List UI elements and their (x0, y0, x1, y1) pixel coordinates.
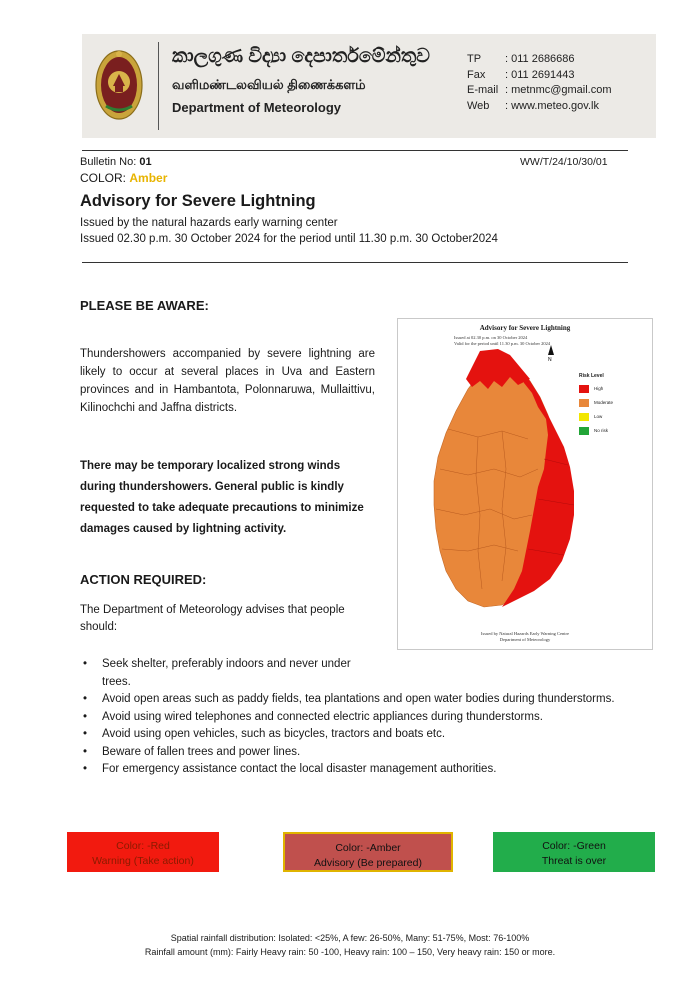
bullet-icon: • (83, 745, 88, 758)
legend-label-no-risk: No risk (594, 428, 609, 433)
bulletin-reference: WW/T/24/10/30/01 (520, 156, 608, 168)
list-item-text: Avoid open areas such as paddy fields, tea plantations and open water bodies during thunderstorms. (102, 693, 615, 705)
list-item-text: For emergency assistance contact the local disaster management authorities. (102, 763, 497, 775)
bulletin-color-label: COLOR: (80, 171, 127, 185)
bullet-icon: • (83, 728, 88, 740)
list-item (80, 744, 640, 762)
action-required-heading: ACTION REQUIRED: (80, 572, 207, 587)
contact-key: E-mail (467, 84, 499, 96)
sri-lanka-map (398, 319, 652, 649)
map-footer-department: Department of Meteorology (499, 637, 551, 642)
legend-label-high: High (594, 386, 604, 391)
list-item (80, 691, 640, 709)
legend-swatch-no-risk (579, 427, 589, 435)
list-item-text: Avoid using open vehicles, such as bicycles, tractors and boats etc. (102, 728, 446, 740)
map-valid: Valid for the period until 11.30 p.m. 30 October 2024 (454, 341, 551, 346)
color-legend-red-title: Color: -Red (116, 840, 170, 852)
please-be-aware-heading: PLEASE BE AWARE: (80, 298, 209, 313)
advisory-title: Advisory for Severe Lightning (80, 192, 316, 210)
contact-row (467, 68, 612, 84)
bullet-icon: • (83, 710, 88, 723)
bulletin-number-label: Bulletin No: (80, 156, 137, 168)
north-arrow-icon (548, 345, 554, 355)
color-legend-green-title: Color: -Green (542, 840, 606, 852)
legend-swatch-moderate (579, 399, 589, 407)
forecast-paragraph: Thundershowers accompanied by severe lightning are likely to occur at several places in Uva and Eastern provinces and in Hambantota, Polonnaruwa, Mullaittivu, Kilinochchi and Jaffna districts. (80, 348, 375, 414)
contact-key: Fax (467, 68, 486, 81)
bulletin-number (80, 156, 152, 168)
list-item (80, 709, 640, 727)
color-legend-red-meaning: Warning (Take action) (92, 855, 194, 867)
legend-swatch-high (579, 385, 589, 393)
legend-label-moderate: Moderate (594, 400, 614, 405)
map-title: Advisory for Severe Lightning (479, 324, 571, 332)
department-name-sinhala: කාලගුණ විද්‍යා දෙපාර්තමේන්තුව (172, 46, 430, 67)
legend-label-low: Low (594, 414, 603, 419)
legend-title: Risk Level (579, 373, 604, 379)
color-legend-amber-title: Color: -Amber (335, 842, 401, 854)
letterhead (82, 34, 656, 138)
bulletin-color (80, 171, 167, 185)
bulletin-color-value: Amber (129, 171, 168, 185)
bullet-icon: • (83, 763, 88, 775)
contact-block (467, 52, 612, 114)
bullet-icon: • (83, 693, 88, 705)
issuer-line: Issued by the natural hazards early warning center (80, 217, 338, 229)
contact-row (467, 52, 612, 68)
risk-map (397, 318, 653, 650)
bullet-icon: • (83, 658, 88, 670)
color-legend-red (67, 832, 219, 872)
department-name-tamil: வளிமண்டலவியல் திணைக்களம் (172, 77, 366, 92)
divider-bottom (82, 262, 628, 263)
list-item (80, 761, 640, 779)
map-footer-issuer: Issued by Natural Hazards Early Warning Centre (480, 631, 570, 636)
footer-rainfall-amount: Rainfall amount (mm): Fairly Heavy rain: 50 -100, Heavy rain: 100 – 150, Very heavy rain: 150 or more. (144, 947, 556, 957)
color-legend-amber (283, 832, 453, 872)
north-label: N (548, 357, 552, 363)
contact-key: TP (467, 53, 482, 65)
list-item (80, 656, 357, 691)
contact-key: Web (467, 99, 490, 112)
map-issued: Issued at 02.30 p.m. on 30 October 2024 (454, 335, 528, 340)
warning-paragraph: There may be temporary localized strong winds during thundershowers. General public is kindly requested to take adequate precautions to minimize damages caused by lightning activity. (80, 460, 364, 535)
map-region-high-north (466, 349, 530, 389)
department-name-english: Department of Meteorology (172, 100, 342, 115)
contact-row (467, 99, 612, 115)
list-item (80, 726, 640, 744)
color-legend-green (493, 832, 655, 872)
contact-value: : 011 2691443 (505, 68, 575, 81)
header-divider (158, 42, 159, 130)
footer-spatial-distribution: Spatial rainfall distribution: Isolated: <25%, A few: 26-50%, Many: 51-75%, Most: 76-100% (170, 933, 530, 943)
list-item-text: Beware of fallen trees and power lines. (102, 745, 301, 758)
bulletin-number-value: 01 (139, 156, 152, 168)
issued-line: Issued 02.30 p.m. 30 October 2024 for the period until 11.30 p.m. 30 October2024 (80, 233, 498, 245)
action-intro: The Department of Meteorology advises that people should: (80, 604, 345, 633)
contact-value: : 011 2686686 (505, 53, 575, 65)
color-legend-green-meaning: Threat is over (541, 855, 607, 867)
action-list (80, 656, 640, 779)
contact-email[interactable]: : metnmc@gmail.com (505, 84, 612, 96)
list-item-text: Avoid using wired telephones and connected electric appliances during thunderstorms. (102, 710, 543, 723)
legend-swatch-low (579, 413, 589, 421)
contact-row (467, 83, 612, 99)
list-item-text: Seek shelter, preferably indoors and never under trees. (102, 658, 351, 688)
sri-lanka-emblem-icon (94, 48, 144, 122)
color-legend-amber-meaning: Advisory (Be prepared) (314, 857, 422, 869)
divider-top (82, 150, 628, 151)
contact-website[interactable]: : www.meteo.gov.lk (505, 99, 599, 112)
